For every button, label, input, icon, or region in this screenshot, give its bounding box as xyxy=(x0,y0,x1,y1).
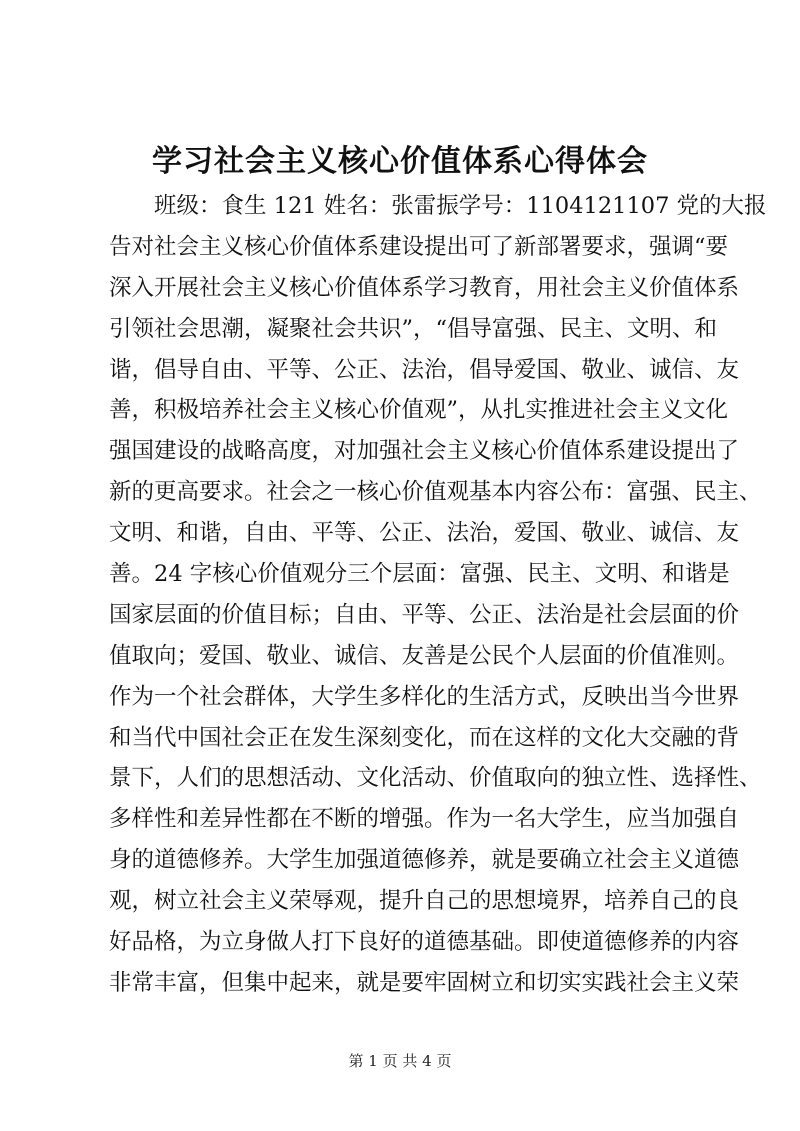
body-line: 观，树立社会主义荣辱观，提升自己的思想境界，培养自己的良 xyxy=(109,888,740,915)
body-line: 班级：食生 121 姓名：张雷振学号：1104121107 党的大报 xyxy=(154,193,767,219)
body-line: 好品格，为立身做人打下良好的道德基础。即使道德修养的内容 xyxy=(109,929,740,956)
body-line: 国家层面的价值目标；自由、平等、公正、法治是社会层面的价 xyxy=(109,601,740,628)
body-line: 非常丰富，但集中起来，就是要牢固树立和切实实践社会主义荣 xyxy=(109,969,740,996)
body-line: 告对社会主义核心价值体系建设提出可了新部署要求，强调“要 xyxy=(109,233,729,260)
body-line: 深入开展社会主义核心价值体系学习教育，用社会主义价值体系 xyxy=(109,274,740,301)
document-body xyxy=(109,186,767,1004)
body-line: 谐，倡导自由、平等、公正、法治，倡导爱国、敬业、诚信、友 xyxy=(109,356,740,383)
body-line: 引领社会思潮，凝聚社会共识”，“倡导富强、民主、文明、和 xyxy=(109,315,718,342)
body-line: 文明、和谐，自由、平等、公正、法治，爱国、敬业、诚信、友 xyxy=(109,520,740,547)
body-line: 身的道德修养。大学生加强道德修养，就是要确立社会主义道德 xyxy=(109,847,740,874)
page-number-footer: 第 1 页 共 4 页 xyxy=(348,1052,452,1070)
body-line: 新的更高要求。社会之一核心价值观基本内容公布：富强、民主、 xyxy=(109,479,762,506)
body-line: 作为一个社会群体，大学生多样化的生活方式，反映出当今世界 xyxy=(109,683,740,710)
body-line: 值取向；爱国、敬业、诚信、友善是公民个人层面的价值准则。 xyxy=(109,642,740,669)
body-line: 善。24 字核心价值观分三个层面：富强、民主、文明、和谐是 xyxy=(109,561,730,588)
body-line: 善，积极培养社会主义核心价值观”，从扎实推进社会主义文化 xyxy=(109,397,729,424)
body-line: 多样性和差异性都在不断的增强。作为一名大学生，应当加强自 xyxy=(109,806,740,833)
body-line: 景下，人们的思想活动、文化活动、价值取向的独立性、选择性、 xyxy=(109,765,762,792)
body-line: 和当代中国社会正在发生深刻变化，而在这样的文化大交融的背 xyxy=(109,724,740,751)
body-line: 强国建设的战略高度，对加强社会主义核心价值体系建设提出了 xyxy=(109,438,740,465)
document-title: 学习社会主义核心价值体系心得体会 xyxy=(152,144,648,179)
